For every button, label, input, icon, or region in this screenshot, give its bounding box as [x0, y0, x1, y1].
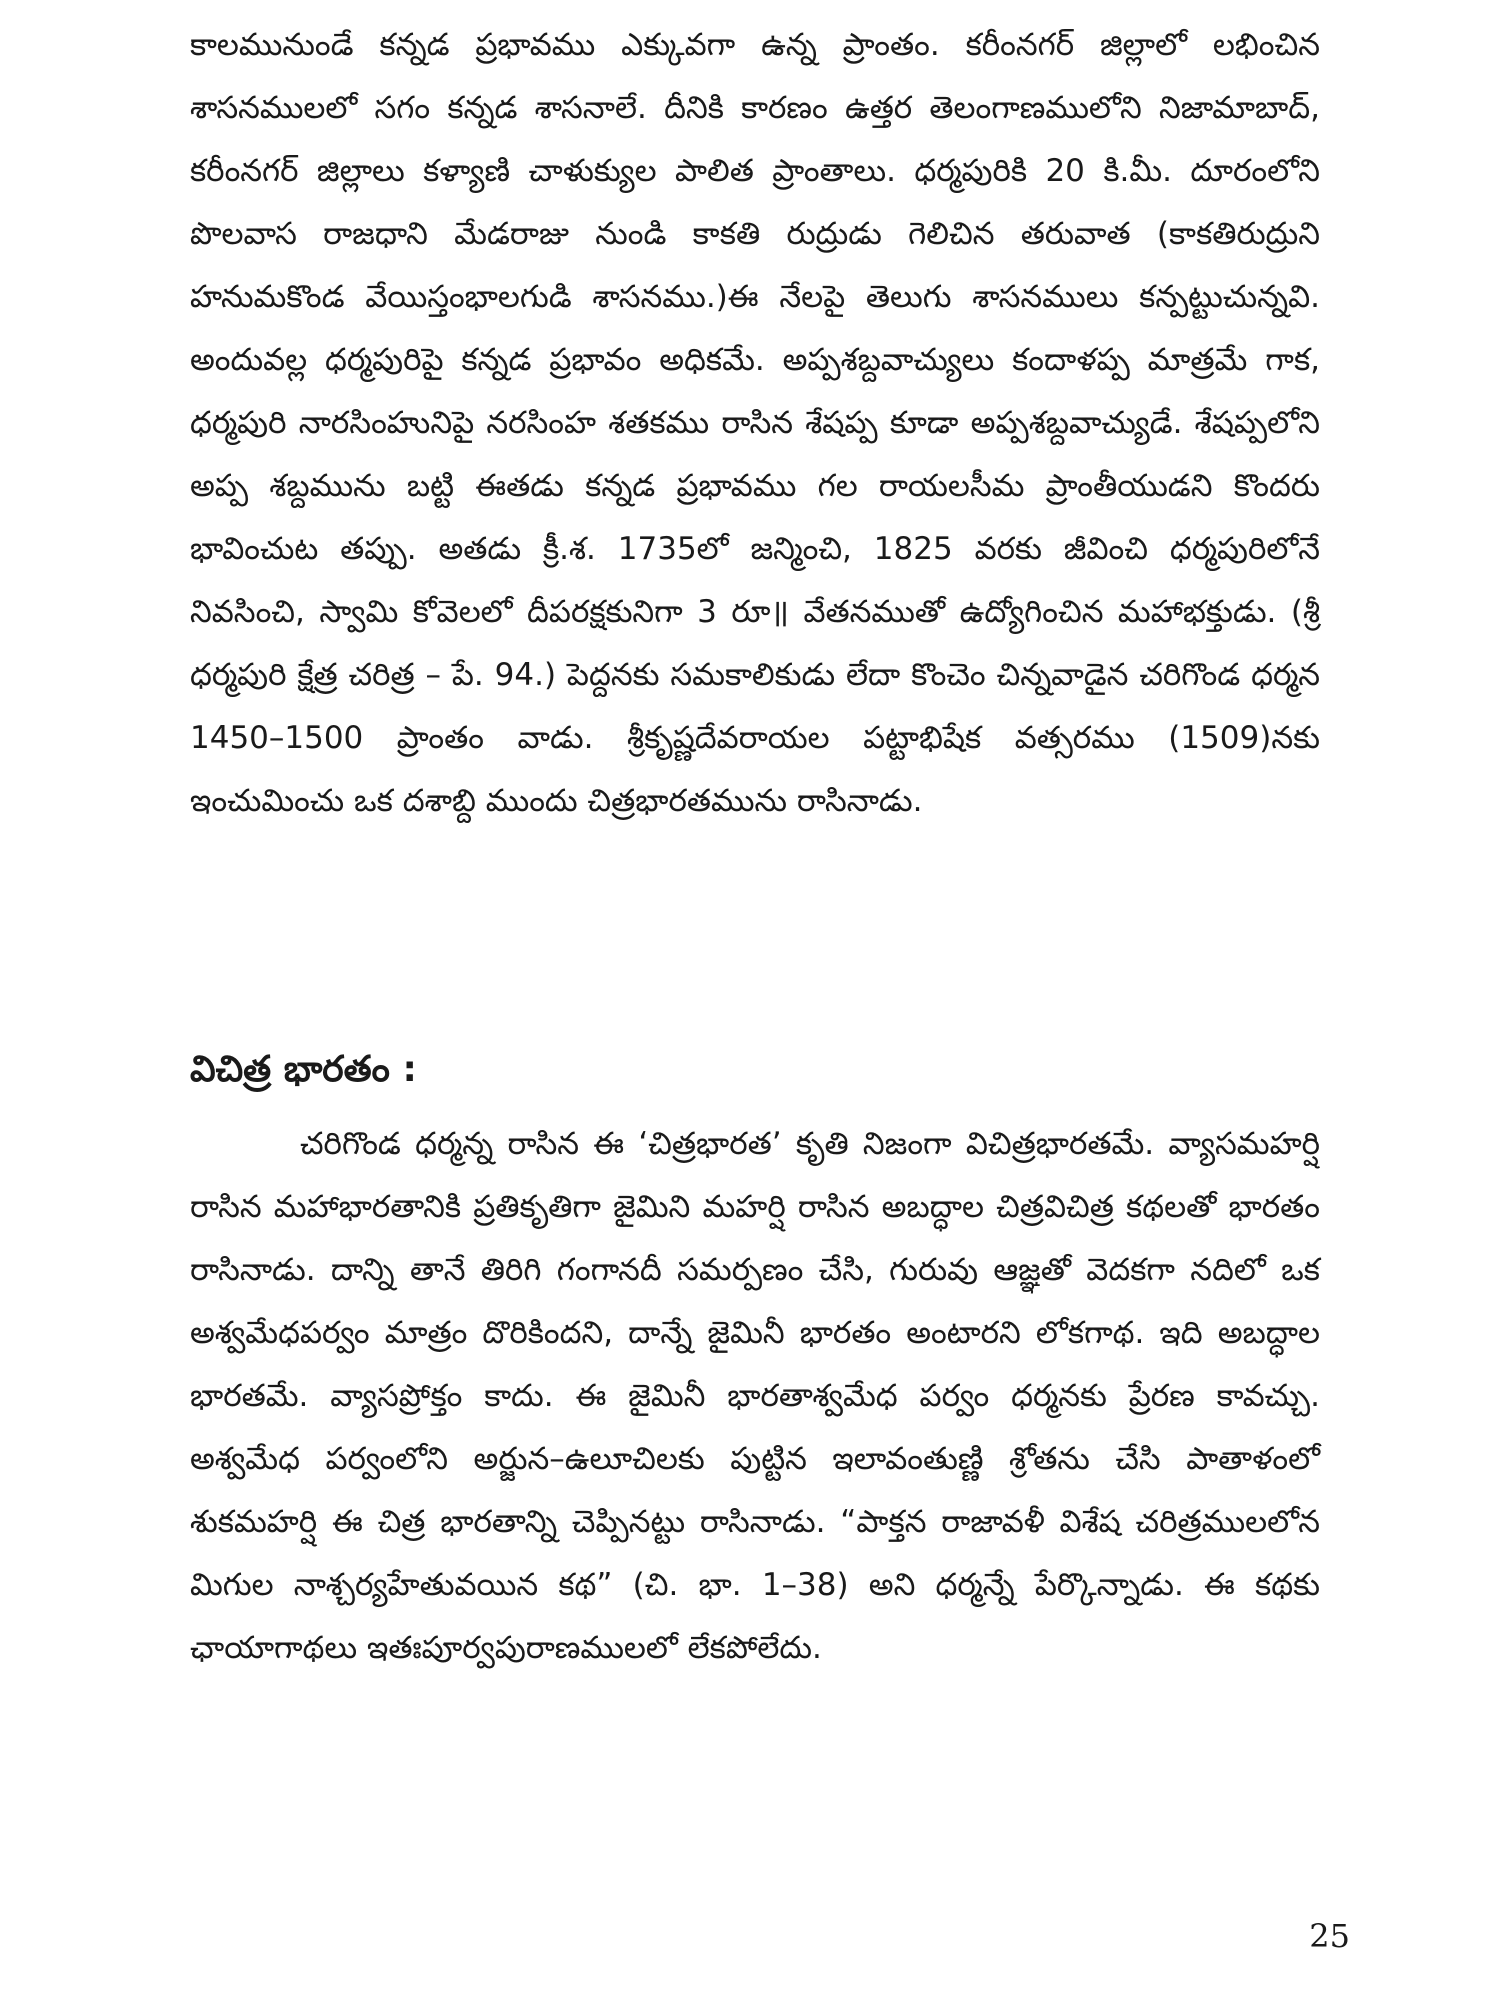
page-number: 25: [1309, 1917, 1350, 1955]
section-heading: విచిత్ర భారతం :: [190, 1049, 417, 1090]
body-paragraph-1: కాలమునుండే కన్నడ ప్రభావము ఎక్కువగా ఉన్న ప్రాంతం. కరీంనగర్ జిల్లాలో లభించిన శాసనములలో సగం కన్నడ శాసనాలే. దీనికి కారణం ఉత్తర తెలంగాణములోని నిజామాబాద్, కరీంనగర్ జిల్లాలు కళ్యాణి చాళుక్యుల పాలిత ప్రాంతాలు. ధర్మపురికి 20 కి.మీ. దూరంలోని పొలవాస రాజధాని మేడరాజు నుండి కాకతి రుద్రుడు గెలిచిన తరువాత (కాకతిరుద్రుని హనుమకొండ వేయిస్తంభాలగుడి శాసనము.)ఈ నేలపై తెలుగు శాసనములు కన్పట్టుచున్నవి. అందువల్ల ధర్మపురిపై కన్నడ ప్రభావం అధికమే. అప్పశబ్దవాచ్యులు కందాళప్ప మాత్రమే గాక, ధర్మపురి నారసింహునిపై నరసింహ శతకము రాసిన శేషప్ప కూడా అప్పశబ్దవాచ్యుడే. శేషప్పలోని అప్ప శబ్దమును బట్టి ఈతడు కన్నడ ప్రభావము గల రాయలసీమ ప్రాంతీయుడని కొందరు భావించుట తప్పు. అతడు క్రీ.శ. 1735లో జన్మించి, 1825 వరకు జీవించి ధర్మపురిలోనే నివసించి, స్వామి కోవెలలో దీపరక్షకునిగా 3 రూ॥ వేతనముతో ఉద్యోగించిన మహాభక్తుడు. (శ్రీ ధర్మపురి క్షేత్ర చరిత్ర – పే. 94.) పెద్దనకు సమకాలికుడు లేదా కొంచెం చిన్నవాడైన చరిగొండ ధర్మన 1450–1500 ప్రాంతం వాడు. శ్రీకృష్ణదేవరాయల పట్టాభిషేక వత్సరము (1509)నకు ఇంచుమించు ఒక దశాబ్ది ముందు చిత్రభారతమును రాసినాడు.: [190, 27, 1320, 819]
body-paragraph-2: చరిగొండ ధర్మన్న రాసిన ఈ ‘చిత్రభారత’ కృతి నిజంగా విచిత్రభారతమే. వ్యాసమహర్షి రాసిన మహాభారతానికి ప్రతికృతిగా జైమిని మహర్షి రాసిన అబద్ధాల చిత్రవిచిత్ర కథలతో భారతం రాసినాడు. దాన్ని తానే తిరిగి గంగానదీ సమర్పణం చేసి, గురువు ఆజ్ఞతో వెదకగా నదిలో ఒక అశ్వమేధపర్వం మాత్రం దొరికిందని, దాన్నే జైమినీ భారతం అంటారని లోకగాథ. ఇది అబద్ధాల భారతమే. వ్యాసప్రోక్తం కాదు. ఈ జైమినీ భారతాశ్వమేధ పర్వం ధర్మనకు ప్రేరణ కావచ్చు. అశ్వమేధ పర్వంలోని అర్జున–ఉలూచిలకు పుట్టిన ఇలావంతుణ్ణి శ్రోతను చేసి పాతాళంలో శుకమహర్షి ఈ చిత్ర భారతాన్ని చెప్పినట్టు రాసినాడు. “పాక్తన రాజావళీ విశేష చరిత్రములలోన మిగుల నాశ్చర్యహేతువయిన కథ” (చి. భా. 1–38) అని ధర్మన్నే పేర్కొన్నాడు. ఈ కథకు ఛాయాగాథలు ఇతఃపూర్వపురాణములలో లేకపోలేదు.: [190, 1126, 1320, 1666]
